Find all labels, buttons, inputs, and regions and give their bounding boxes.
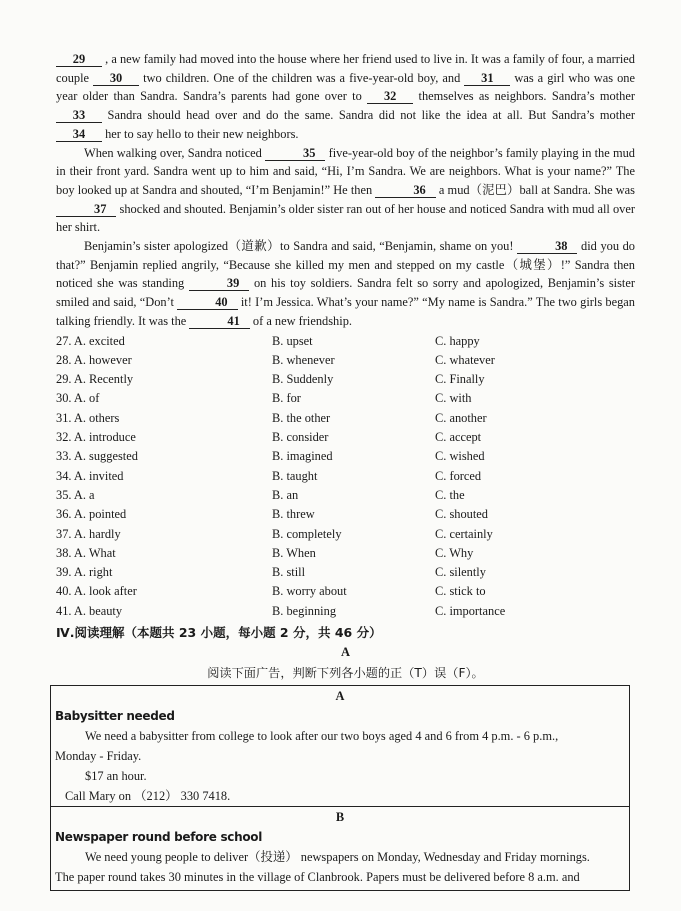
- paragraph-1: [56, 50, 635, 144]
- option-a[interactable]: 40. A. look after: [56, 584, 137, 599]
- text: shocked and shouted. Benjamin’s older sister ran out of her house and noticed Sandra with mud all over her shirt.: [56, 201, 635, 235]
- option-b[interactable]: B. still: [272, 565, 306, 580]
- option-b[interactable]: B. upset: [272, 333, 313, 348]
- blank-40[interactable]: 40: [177, 295, 237, 310]
- option-c[interactable]: C. with: [435, 391, 472, 406]
- option-c[interactable]: C. happy: [435, 333, 480, 348]
- ads-table: [50, 685, 630, 891]
- option-row: [56, 467, 635, 486]
- ad-title: Newspaper round before school: [55, 830, 263, 844]
- option-a[interactable]: 39. A. right: [56, 565, 113, 580]
- option-a[interactable]: 31. A. others: [56, 410, 120, 425]
- option-c[interactable]: C. Why: [435, 545, 474, 560]
- option-b[interactable]: B. completely: [272, 526, 342, 541]
- option-a[interactable]: 41. A. beauty: [56, 603, 123, 618]
- blank-31[interactable]: 31: [464, 71, 510, 86]
- blank-35[interactable]: 35: [265, 146, 325, 161]
- option-row: [56, 389, 635, 408]
- text: it! I’m Jessica. What’s your name?” “My name is Sandra.” The two girls began talking friendly. It was the: [56, 295, 635, 328]
- option-c[interactable]: C. certainly: [435, 526, 493, 541]
- option-c[interactable]: C. stick to: [435, 584, 486, 599]
- text: When walking over, Sandra noticed: [84, 145, 266, 160]
- text: of a new friendship.: [249, 313, 352, 328]
- option-b[interactable]: B. Suddenly: [272, 372, 334, 387]
- ad-line: We need young people to deliver（投递） newspapers on Monday, Wednesday and Friday mornings.: [85, 850, 590, 864]
- option-b[interactable]: B. consider: [272, 430, 329, 445]
- option-c[interactable]: C. another: [435, 410, 487, 425]
- blank-30[interactable]: 30: [93, 71, 139, 86]
- option-c[interactable]: C. accept: [435, 430, 482, 445]
- option-b[interactable]: B. the other: [272, 410, 331, 425]
- ad-line: The paper round takes 30 minutes in the village of Clanbrook. Papers must be delivered before 8 a.m. and: [55, 870, 580, 884]
- option-c[interactable]: C. the: [435, 487, 465, 502]
- option-b[interactable]: B. for: [272, 391, 301, 406]
- blank-39[interactable]: 39: [189, 276, 249, 291]
- paragraph-2: [56, 144, 635, 238]
- option-c[interactable]: C. wished: [435, 449, 485, 464]
- paragraph-3: [56, 237, 635, 331]
- ad-letter: B: [335, 810, 345, 824]
- option-b[interactable]: B. an: [272, 487, 299, 502]
- option-c[interactable]: C. Finally: [435, 372, 485, 387]
- option-row: [56, 351, 635, 370]
- option-a[interactable]: 36. A. pointed: [56, 507, 127, 522]
- ad-line: Monday - Friday.: [55, 749, 142, 763]
- answer-options: [56, 332, 635, 621]
- option-row: [56, 563, 635, 582]
- blank-33[interactable]: 33: [56, 108, 102, 123]
- blank-37[interactable]: 37: [56, 202, 116, 217]
- option-a[interactable]: 33. A. suggested: [56, 449, 138, 464]
- option-row: [56, 428, 635, 447]
- option-a[interactable]: 28. A. however: [56, 352, 132, 367]
- ad-a: [51, 686, 629, 806]
- option-row: [56, 505, 635, 524]
- blank-29[interactable]: 29: [56, 52, 102, 67]
- ad-b: [51, 807, 629, 887]
- text: on his toy soldiers. Sandra felt so sorry and apologized, Benjamin’s sister smiled and said, “Don’t: [56, 276, 635, 310]
- option-b[interactable]: B. threw: [272, 507, 315, 522]
- ad-line: $17 an hour.: [85, 769, 147, 783]
- option-c[interactable]: C. forced: [435, 468, 482, 483]
- section-title: Ⅳ.阅读理解（本题共 23 小题，每小题 2 分，共 46 分）: [56, 625, 382, 640]
- option-row: [56, 544, 635, 563]
- blank-32[interactable]: 32: [367, 89, 413, 104]
- option-a[interactable]: 29. A. Recently: [56, 372, 134, 387]
- option-a[interactable]: 35. A. a: [56, 487, 95, 502]
- option-row: [56, 525, 635, 544]
- blank-34[interactable]: 34: [56, 127, 102, 142]
- option-a[interactable]: 34. A. invited: [56, 468, 124, 483]
- instruction: 阅读下面广告，判断下列各小题的正（T）误（F）。: [207, 666, 484, 680]
- option-row: [56, 582, 635, 601]
- text: , a new family had moved into the house where her friend used to live in. It was a family of four, a married couple: [56, 52, 635, 85]
- option-row: [56, 370, 635, 389]
- blank-38[interactable]: 38: [517, 239, 577, 254]
- option-a[interactable]: 38. A. What: [56, 545, 116, 560]
- option-b[interactable]: B. whenever: [272, 352, 335, 367]
- option-a[interactable]: 37. A. hardly: [56, 526, 121, 541]
- ad-title: Babysitter needed: [55, 709, 175, 723]
- text: Benjamin’s sister apologized（道歉）to Sandra and said, “Benjamin, shame on you!: [84, 239, 518, 254]
- option-b[interactable]: B. When: [272, 545, 316, 560]
- ad-letter: A: [335, 689, 345, 703]
- ad-line: Call Mary on （212） 330 7418.: [65, 789, 231, 803]
- option-a[interactable]: 32. A. introduce: [56, 430, 136, 445]
- part-letter: A: [340, 645, 351, 659]
- option-row: [56, 447, 635, 466]
- text: did you do that?” Benjamin replied angrily, “Because she killed my men and stepped on my castle（城堡）!” Sandra then noticed she was standing: [56, 239, 635, 291]
- option-row: [56, 409, 635, 428]
- text: a mud（泥巴）ball at Sandra. She was: [435, 182, 635, 197]
- option-b[interactable]: B. imagined: [272, 449, 333, 464]
- option-c[interactable]: C. silently: [435, 565, 486, 580]
- text: was a girl who was one year older than Sandra. Sandra’s parents had gone over to: [56, 70, 635, 104]
- blank-36[interactable]: 36: [375, 183, 435, 198]
- text: two children. One of the children was a five-year-old boy, and: [139, 70, 465, 85]
- option-a[interactable]: 27. A. excited: [56, 333, 125, 348]
- option-row: [56, 332, 635, 351]
- option-c[interactable]: C. shouted: [435, 507, 489, 522]
- option-c[interactable]: C. importance: [435, 603, 506, 618]
- option-row: [56, 602, 635, 621]
- text: Sandra should head over and do the same. Sandra did not like the idea at all. But Sandra’s mother: [102, 108, 635, 123]
- cloze-passage: [56, 50, 635, 331]
- text: her to say hello to their new neighbors.: [102, 126, 299, 141]
- text: five-year-old boy of the neighbor’s family playing in the mud in their front yard. Sandra went up to him and said, “Hi, I’m Sandra. We are neighbors. What is your name?” The boy looked up at Sandra and shouted, “I’m Benjamin!” He then: [56, 145, 635, 197]
- option-b[interactable]: B. beginning: [272, 603, 337, 618]
- option-b[interactable]: B. taught: [272, 468, 318, 483]
- blank-41[interactable]: 41: [189, 314, 249, 329]
- option-a[interactable]: 30. A. of: [56, 391, 100, 406]
- option-c[interactable]: C. whatever: [435, 352, 495, 367]
- option-row: [56, 486, 635, 505]
- ad-line: We need a babysitter from college to look after our two boys aged 4 and 6 from 4 p.m. - 6 p.m.,: [85, 729, 559, 743]
- option-b[interactable]: B. worry about: [272, 584, 347, 599]
- text: themselves as neighbors. Sandra’s mother: [413, 89, 635, 104]
